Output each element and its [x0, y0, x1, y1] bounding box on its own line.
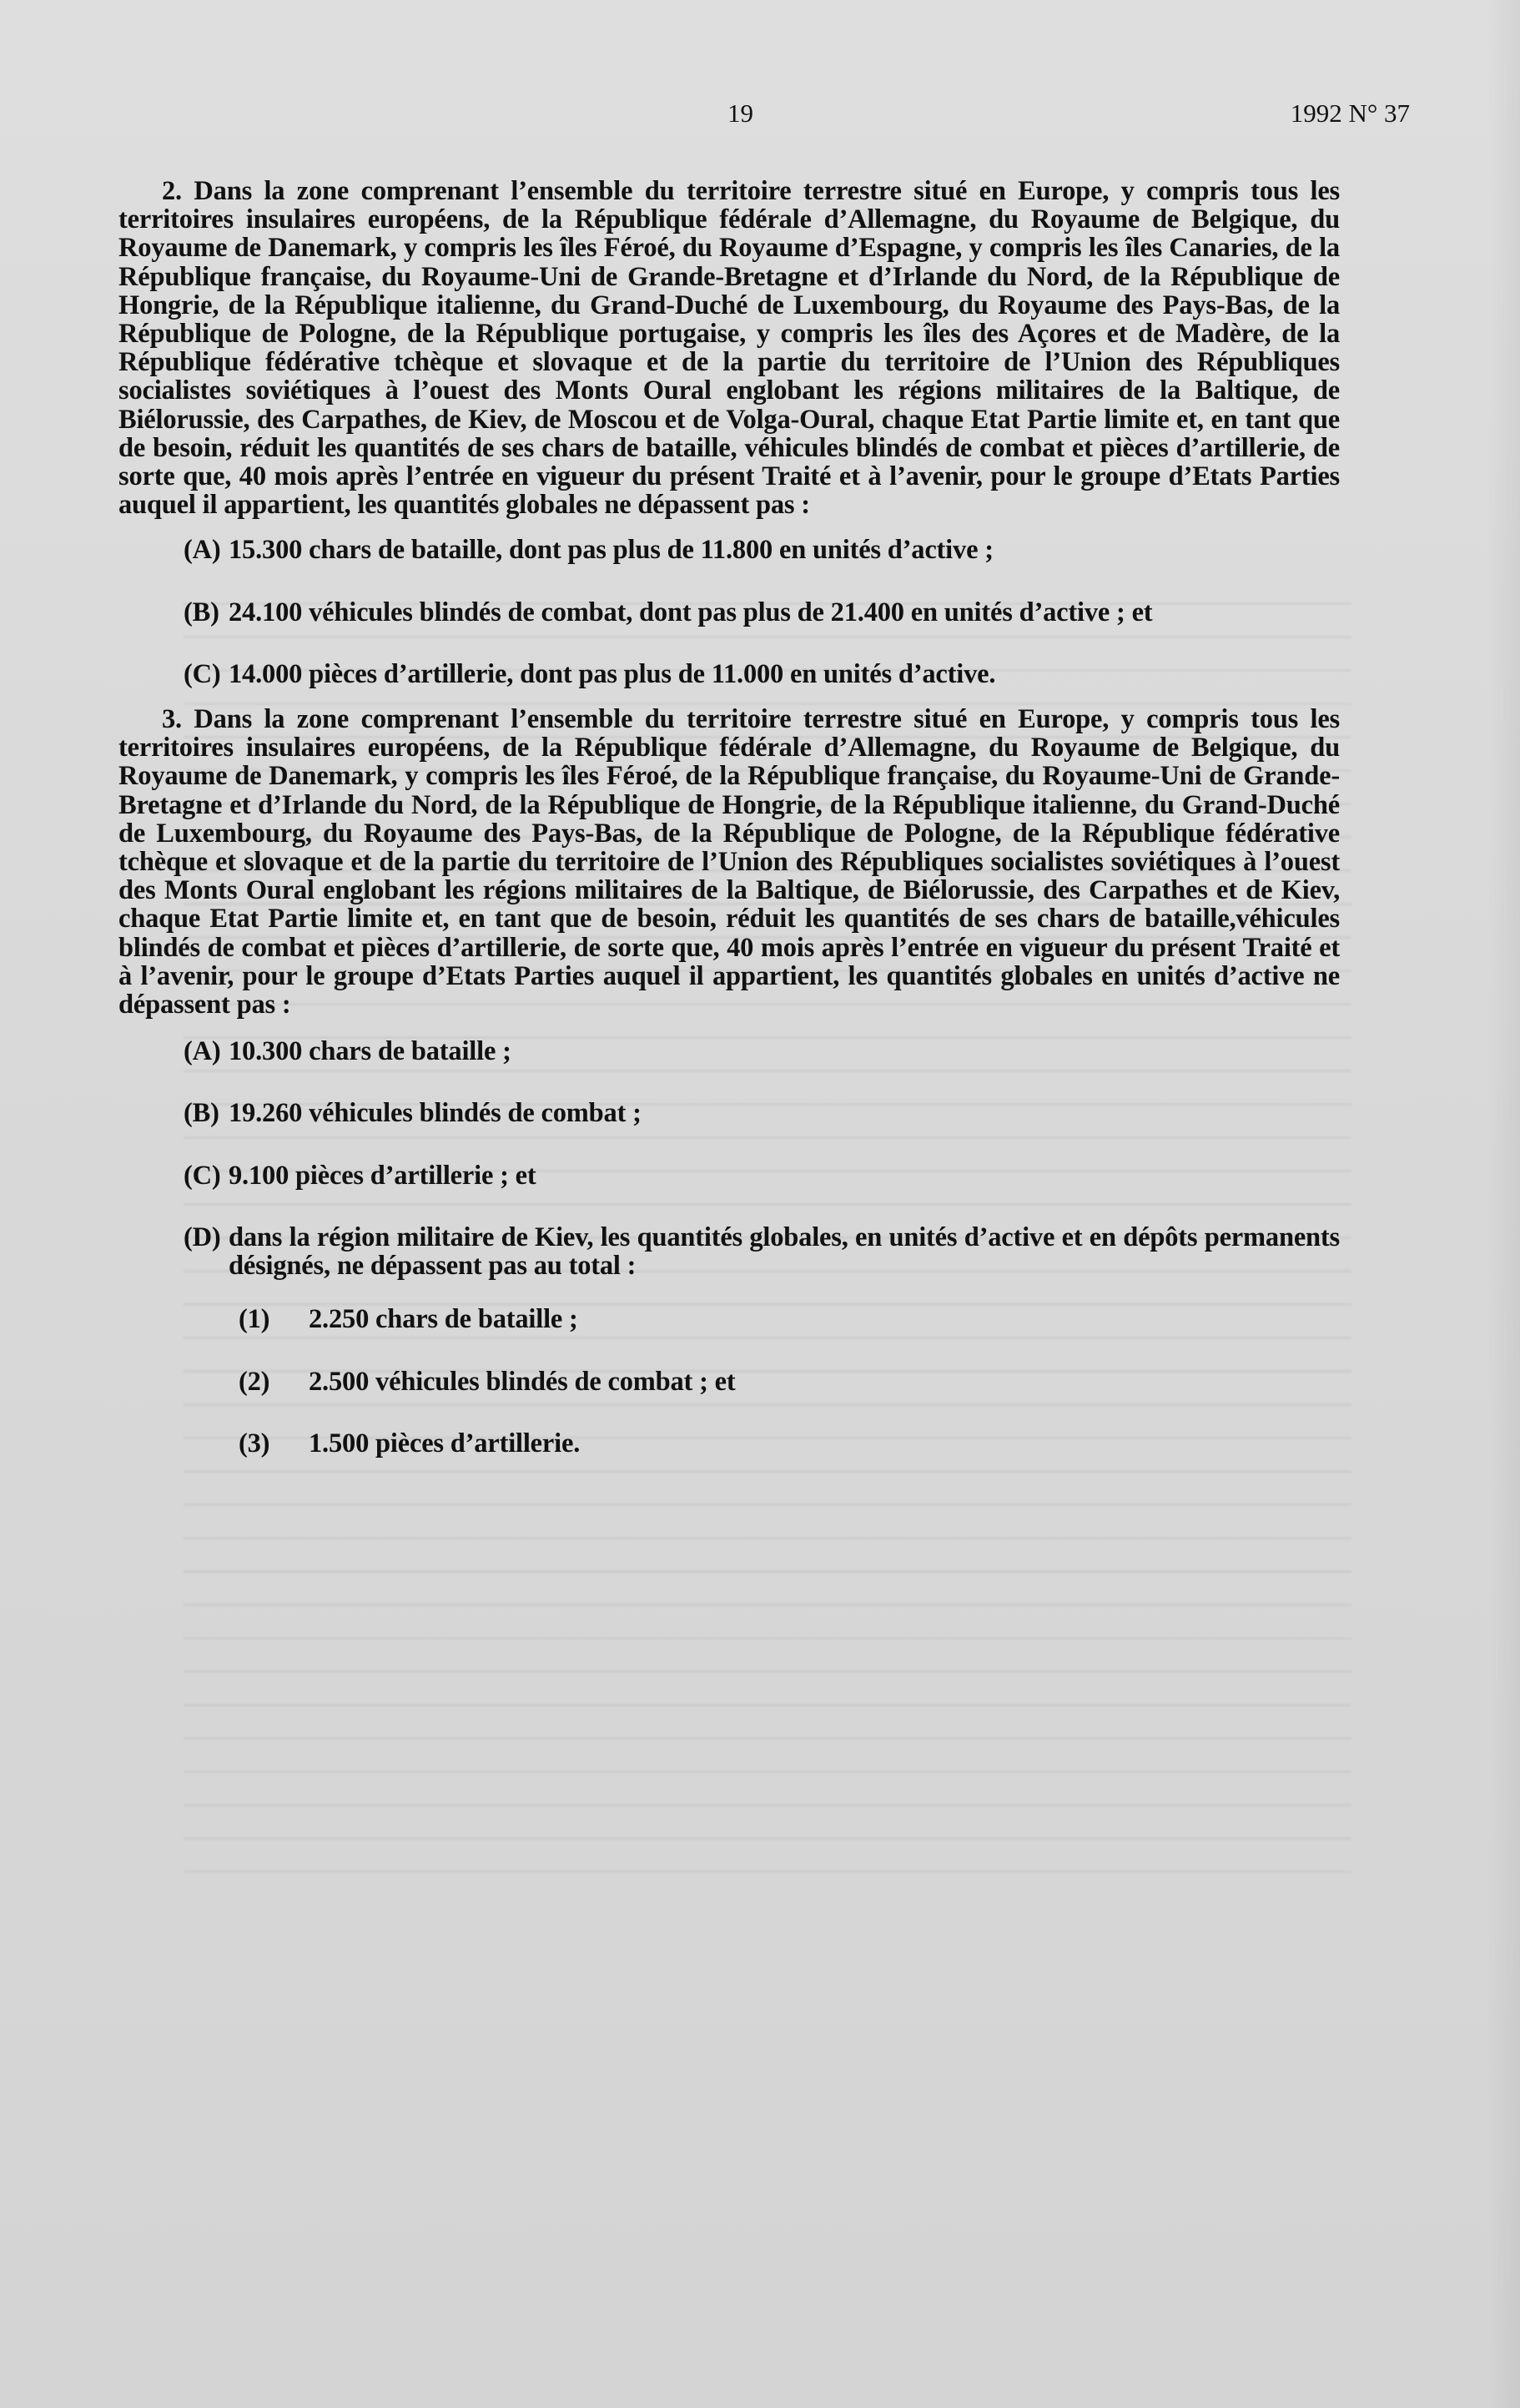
list-item-label: (B) [184, 1098, 219, 1129]
sublist-item-text: 1.500 pièces d’artillerie. [309, 1428, 581, 1458]
list-item [184, 1037, 1340, 1065]
list-item-label: (C) [184, 658, 221, 689]
list-item-text: 14.000 pièces d’artillerie, dont pas plus de 11.000 en unités d’active. [229, 658, 996, 689]
document-body [118, 177, 1340, 1491]
list-item-label: (C) [184, 1160, 221, 1191]
list-item-label: (D) [184, 1222, 221, 1252]
sublist-item [239, 1368, 1340, 1396]
page-header [0, 98, 1520, 132]
list-item-text: 15.300 chars de bataille, dont pas plus de 11.800 en unités d’active ; [229, 535, 994, 566]
sublist-item-label: (2) [239, 1366, 270, 1397]
list-item [184, 536, 1340, 564]
list-item-text: 24.100 véhicules blindés de combat, dont pas plus de 21.400 en unités d’active ; et [229, 597, 1153, 627]
list-item-label: (B) [184, 597, 219, 627]
page-number: 19 [727, 98, 753, 128]
list-item-text: 9.100 pièces d’artillerie ; et [229, 1160, 536, 1191]
paragraph-3-list [184, 1037, 1340, 1458]
sublist-item-text: 2.500 véhicules blindés de combat ; et [309, 1366, 736, 1397]
paragraph-2-list [184, 536, 1340, 688]
page-edge-shadow [1487, 0, 1520, 2408]
list-item [184, 660, 1340, 688]
list-item-text: 10.300 chars de bataille ; [229, 1036, 511, 1067]
list-item [184, 1161, 1340, 1190]
journal-reference: 1992 N° 37 [1290, 98, 1410, 128]
list-item [184, 1223, 1340, 1280]
sublist-item-label: (1) [239, 1304, 270, 1335]
list-item-label: (A) [184, 1036, 221, 1067]
sublist-item-label: (3) [239, 1428, 270, 1458]
list-item [184, 598, 1340, 627]
list-item-label: (A) [184, 535, 221, 566]
list-item-text: 19.260 véhicules blindés de combat ; [229, 1098, 642, 1129]
sublist-item [239, 1429, 1340, 1458]
paragraph-3: 3. Dans la zone comprenant l’ensemble du territoire terrestre situé en Europe, y compris tous les territoires insulaires européens, de la République fédérale d’Allemagne, du Royaume de Belgique, du Royaume de Danemark, y compris les îles Féroé, de la République française, du Royaume-Uni de Grande-Bretagne et d’Irlande du Nord, de la République de Hongrie, de la République italienne, du Grand-Duché de Luxembourg, du Royaume des Pays-Bas, de la République de Pologne, de la République fédérative tchèque et slovaque et de la partie du territoire de l’Union des Républiques socialistes soviétiques à l’ouest des Monts Oural englobant les régions militaires de la Baltique, de Biélorussie, des Carpathes et de Kiev, chaque Etat Partie limite et, en tant que de besoin, réduit les quantités de ses chars de bataille,véhicules blindés de combat et pièces d’artillerie, de sorte que, 40 mois après l’entrée en vigueur du présent Traité et à l’avenir, pour le groupe d’Etats Parties auquel il appartient, les quantités globales en unités d’active ne dépassent pas : [118, 704, 1340, 1020]
list-item [184, 1099, 1340, 1127]
list-item-text: dans la région militaire de Kiev, les quantités globales, en unités d’active et en dépôts permanents désignés, ne dépassent pas au total : [229, 1222, 1340, 1282]
sublist-item [239, 1305, 1340, 1333]
sublist-item-text: 2.250 chars de bataille ; [309, 1304, 578, 1335]
kiev-sublist [239, 1305, 1340, 1458]
paragraph-2: 2. Dans la zone comprenant l’ensemble du territoire terrestre situé en Europe, y compris tous les territoires insulaires européens, de la République fédérale d’Allemagne, du Royaume de Belgique, du Royaume de Danemark, y compris les îles Féroé, du Royaume d’Espagne, y compris les îles Canaries, de la République française, du Royaume-Uni de Grande-Bretagne et d’Irlande du Nord, de la République de Hongrie, de la République italienne, du Grand-Duché de Luxembourg, du Royaume des Pays-Bas, de la République de Pologne, de la République portugaise, y compris les îles des Açores et de Madère, de la République fédérative tchèque et slovaque et de la partie du territoire de l’Union des Républiques socialistes soviétiques à l’ouest des Monts Oural englobant les régions militaires de la Baltique, de Biélorussie, des Carpathes, de Kiev, de Moscou et de Volga-Oural, chaque Etat Partie limite et, en tant que de besoin, réduit les quantités de ses chars de bataille, véhicules blindés de combat et pièces d’artillerie, de sorte que, 40 mois après l’entrée en vigueur du présent Traité et à l’avenir, pour le groupe d’Etats Parties auquel il appartient, les quantités globales ne dépassent pas : [118, 176, 1340, 521]
